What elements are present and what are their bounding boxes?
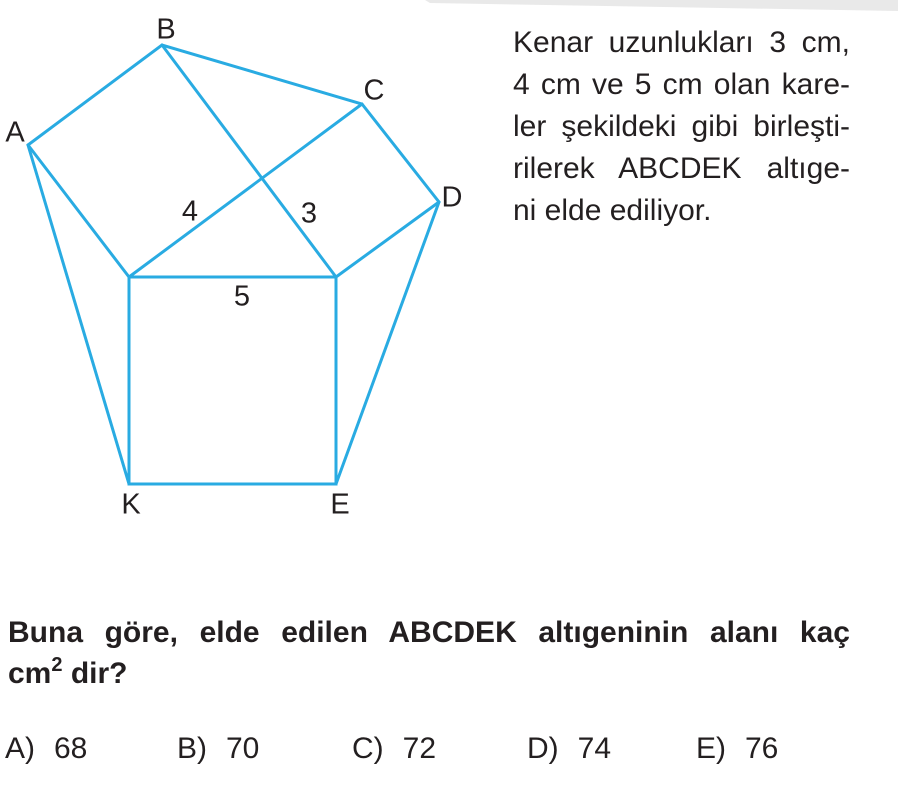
vertex-label-b: B: [156, 13, 176, 46]
problem-statement: [513, 22, 850, 232]
statement-line-2: 4 cm ve 5 cm olan kare-: [513, 68, 850, 101]
option-value: 68: [54, 732, 88, 765]
answer-option-e: [696, 732, 778, 766]
edge-c-to-square5-corner: [129, 104, 362, 277]
option-value: 70: [226, 732, 260, 765]
hexagon-outline: [28, 45, 439, 484]
question-cm: cm: [8, 657, 52, 690]
vertex-label-d: D: [441, 181, 463, 214]
option-letter: C): [352, 732, 384, 765]
edge-d-to-square5-corner: [336, 202, 439, 277]
edge-a-to-square4-corner: [28, 145, 129, 277]
answer-options: [0, 732, 898, 772]
statement-line-1: Kenar uzunlukları 3 cm,: [513, 26, 850, 59]
geometry-figure: [0, 0, 470, 530]
statement-line-3: ler şekildeki gibi birleşti-: [513, 110, 850, 143]
vertex-label-e: E: [330, 488, 350, 521]
answer-option-b: [177, 732, 259, 766]
answer-option-c: [352, 732, 436, 766]
vertex-label-k: K: [121, 488, 141, 521]
side-label-4: 4: [181, 195, 199, 228]
question-superscript-2: 2: [51, 654, 63, 676]
edge-b-to-square5-corner: [162, 45, 336, 277]
question-line-2: [8, 653, 850, 694]
vertex-label-a: A: [5, 116, 25, 149]
option-value: 74: [577, 732, 612, 765]
answer-option-d: [527, 732, 611, 766]
option-letter: B): [177, 732, 207, 765]
option-value: 72: [402, 732, 437, 765]
option-value: 76: [745, 732, 779, 765]
option-letter: D): [527, 732, 559, 765]
question-line-1: Buna göre, elde edilen ABCDEK altıgeninin alanı kaç: [8, 616, 850, 649]
statement-line-5: ni elde ediliyor.: [513, 194, 712, 227]
side-label-3: 3: [300, 197, 318, 230]
vertex-label-c: C: [363, 74, 385, 107]
side-label-5: 5: [233, 280, 251, 313]
square-side-5: [129, 277, 336, 484]
option-letter: A): [5, 732, 35, 765]
option-letter: E): [696, 732, 726, 765]
answer-option-a: [5, 732, 87, 766]
question-dir: dir?: [62, 657, 128, 690]
statement-line-4: rilerek ABCDEK altıge-: [513, 152, 850, 185]
page-corner-artifact-shape: [425, 0, 898, 11]
question-text: [8, 612, 850, 694]
